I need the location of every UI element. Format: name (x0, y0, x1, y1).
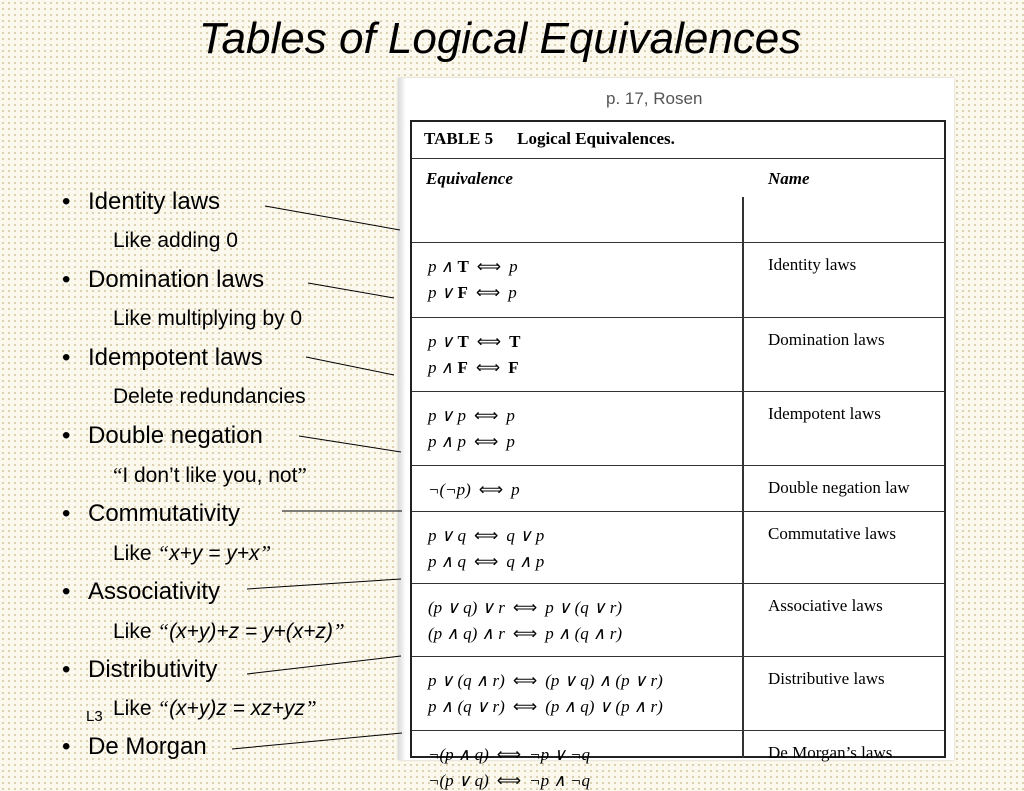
formula-right: p (511, 480, 520, 499)
formula-right: ¬p ∨ ¬q (529, 745, 591, 764)
sub-idempotent: Delete redundancies (113, 385, 306, 408)
formula-left: p ∨ q (428, 526, 466, 545)
formula-left: p ∨ (q ∧ r) (428, 671, 505, 690)
formula-left: p ∨ (428, 332, 458, 351)
equivalence-formula (428, 745, 590, 765)
formula-right: p (509, 257, 518, 276)
bullet-label: Distributivity (88, 656, 218, 683)
formula-constant: T (509, 332, 521, 351)
bullet-idempotent: • Idempotent laws (62, 344, 263, 371)
header-row (412, 158, 944, 198)
bullet-associativity: • Associativity (62, 578, 221, 605)
formula-constant: F (508, 358, 519, 377)
formula-constant: F (457, 358, 468, 377)
formula-left: p ∧ p (428, 432, 466, 451)
law-name: Domination laws (768, 330, 885, 349)
iff-symbol: ⟺ (476, 257, 502, 276)
formula-right: p (506, 406, 515, 425)
equivalence-formula (428, 771, 590, 791)
iff-symbol: ⟺ (512, 671, 538, 690)
bullet-label: Double negation (88, 422, 263, 449)
iff-symbol: ⟺ (473, 406, 499, 425)
equivalence-formula (428, 480, 520, 500)
equivalence-formula (428, 257, 518, 277)
page-citation: p. 17, Rosen (606, 89, 703, 108)
equivalence-formula (428, 624, 622, 644)
formula-left: p ∧ (428, 358, 458, 377)
law-name: Associative laws (768, 596, 883, 615)
formula-left: p ∨ p (428, 406, 466, 425)
bullet-identity: • Identity laws (62, 188, 221, 215)
bullet-label: Identity laws (88, 188, 221, 215)
column-header-name: Name (768, 169, 810, 188)
equivalence-formula (428, 671, 663, 691)
formula-constant: F (457, 283, 468, 302)
law-name: Distributive laws (768, 669, 885, 688)
table-row (412, 583, 944, 656)
iff-symbol: ⟺ (496, 745, 522, 764)
formula-right: ¬p ∧ ¬q (529, 771, 591, 790)
iff-symbol: ⟺ (512, 697, 538, 716)
slide-title: Tables of Logical Equivalences (198, 14, 802, 63)
law-name: Identity laws (768, 255, 857, 274)
sub-commutativity: Like “x+y = y+x” (113, 541, 272, 565)
table-row (412, 511, 944, 583)
sub-identity: Like adding 0 (113, 229, 238, 252)
formula-left: p ∧ q (428, 552, 466, 571)
formula-left: ¬(p ∧ q) (428, 745, 489, 764)
equivalence-formula (428, 283, 517, 303)
table-caption (424, 129, 675, 149)
bullet-de-morgan: • De Morgan (62, 733, 207, 760)
iff-symbol: ⟺ (478, 480, 504, 499)
equivalence-formula (428, 406, 515, 426)
formula-right: p ∨ (q ∨ r) (545, 598, 623, 617)
sub-prefix: Like (113, 620, 152, 643)
law-name: Double negation law (768, 478, 910, 497)
table-number: TABLE 5 (424, 129, 494, 148)
law-name: De Morgan’s laws (768, 743, 893, 762)
equivalence-table (410, 120, 946, 790)
table-title: Logical Equivalences. (517, 129, 675, 148)
column-header-equivalence: Equivalence (426, 169, 513, 188)
bullet-label: Domination laws (88, 266, 265, 293)
iff-symbol: ⟺ (473, 526, 499, 545)
iff-symbol: ⟺ (476, 332, 502, 351)
iff-symbol: ⟺ (475, 358, 501, 377)
formula-left: ¬(p ∨ q) (428, 771, 489, 790)
bullet-label: Idempotent laws (88, 344, 263, 371)
slide-label: L3 (86, 708, 103, 725)
sub-double-negation: “I don’t like you, not” (113, 463, 307, 487)
equivalence-formula (428, 598, 622, 618)
sub-prefix: Like (113, 542, 152, 565)
equivalence-formula (428, 332, 521, 352)
table-row (412, 465, 944, 511)
bullet-label: Associativity (88, 578, 221, 605)
table-row (412, 242, 944, 317)
scanned-textbook-page (398, 78, 954, 790)
sub-expression: (x+y)+z = y+(x+z) (169, 620, 334, 643)
formula-right: p (508, 283, 517, 302)
iff-symbol: ⟺ (512, 598, 538, 617)
table-row (412, 656, 944, 730)
equivalence-formula (428, 697, 663, 717)
equivalence-formula (428, 552, 544, 572)
bullet-list (0, 0, 400, 768)
formula-left: ¬(¬p) (428, 480, 471, 499)
table-row (412, 391, 944, 465)
bullet-distributivity: • Distributivity (62, 656, 218, 683)
bullet-double-negation: • Double negation (62, 422, 263, 449)
bullet-label: Commutativity (88, 500, 241, 527)
formula-left: p ∨ (428, 283, 458, 302)
formula-constant: T (457, 332, 469, 351)
law-name: Idempotent laws (768, 404, 881, 423)
equivalence-formula (428, 432, 515, 452)
sub-text: I don’t like you, not (122, 464, 298, 487)
sub-distributivity: Like “(x+y)z = xz+yz” (113, 696, 317, 720)
iff-symbol: ⟺ (473, 552, 499, 571)
formula-right: p ∧ (q ∧ r) (545, 624, 623, 643)
bullet-commutativity: • Commutativity (62, 500, 241, 527)
formula-constant: T (457, 257, 469, 276)
sub-associativity: Like “(x+y)+z = y+(x+z)” (113, 619, 345, 643)
formula-left: (p ∧ q) ∧ r (428, 624, 505, 643)
law-name: Commutative laws (768, 524, 896, 543)
equivalence-formula (428, 358, 519, 378)
formula-right: q ∧ p (506, 552, 545, 571)
iff-symbol: ⟺ (473, 432, 499, 451)
formula-left: p ∧ (428, 257, 458, 276)
iff-symbol: ⟺ (475, 283, 501, 302)
formula-right: (p ∨ q) ∧ (p ∨ r) (545, 671, 663, 690)
iff-symbol: ⟺ (512, 624, 538, 643)
formula-right: q ∨ p (506, 526, 545, 545)
sub-expression: (x+y)z = xz+yz (169, 697, 306, 720)
sub-prefix: Like (113, 697, 152, 720)
table-row (412, 730, 944, 790)
iff-symbol: ⟺ (496, 771, 522, 790)
bullet-label: De Morgan (88, 733, 207, 760)
table-row (412, 317, 944, 391)
sub-expression: x+y = y+x (169, 542, 260, 565)
bullet-domination: • Domination laws (62, 266, 265, 293)
sub-domination: Like multiplying by 0 (113, 307, 303, 330)
formula-right: (p ∧ q) ∨ (p ∧ r) (545, 697, 663, 716)
formula-left: (p ∨ q) ∨ r (428, 598, 505, 617)
equivalence-formula (428, 526, 544, 546)
formula-left: p ∧ (q ∨ r) (428, 697, 505, 716)
formula-right: p (506, 432, 515, 451)
